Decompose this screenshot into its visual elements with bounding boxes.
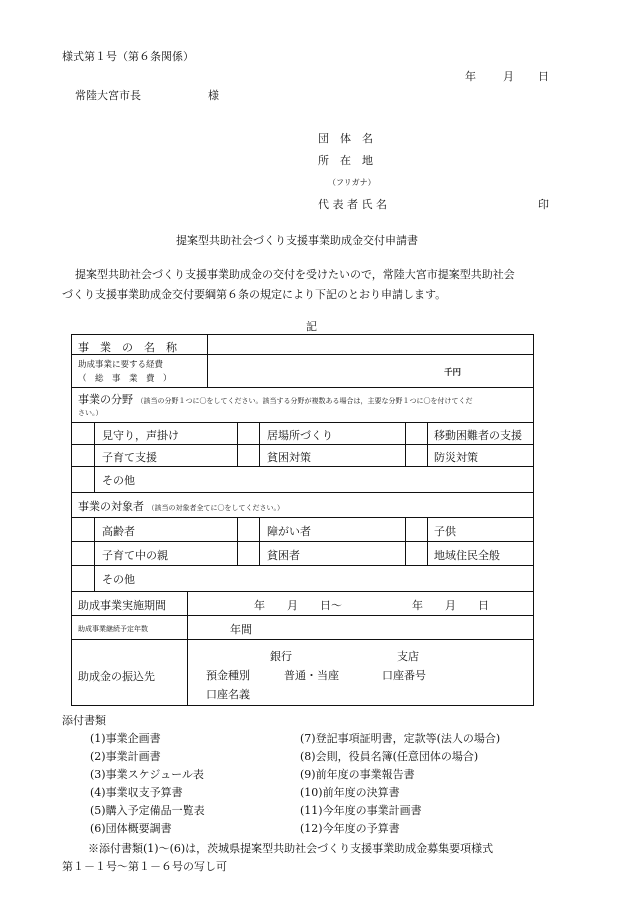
cost-label-1: 助成事業に要する経費 (78, 360, 164, 370)
form-number: 様式第１号（第６条関係） (62, 50, 194, 63)
attachment-item: (8)会則，役員名簿(任意団体の場合) (300, 750, 479, 763)
target-label: 事業の対象者 (78, 500, 144, 513)
addressee: 常陸大宮市長 (75, 89, 141, 102)
document-title: 提案型共助社会づくり支援事業助成金交付申請書 (176, 234, 418, 247)
period-from: 年 月 日～ (254, 599, 342, 612)
attachment-item: (6)団体概要調書 (90, 822, 172, 835)
target-other-row (72, 565, 533, 591)
cost-row (72, 354, 533, 387)
target-option-elderly[interactable]: 高齢者 (102, 525, 135, 538)
bank-name-label: 銀行 (270, 650, 292, 663)
cost-unit: 千円 (444, 368, 462, 378)
target-option-other[interactable]: その他 (102, 573, 135, 586)
body-text-line-1: 提案型共助社会づくり支援事業助成金の交付を受けたいので，常陸大宮市提案型共助社会 (75, 268, 515, 281)
continuation-unit: 年間 (230, 623, 252, 636)
target-option-parents[interactable]: 子育て中の親 (102, 549, 168, 562)
attachment-note-1: ※添付書類(1)～(6)は，茨城県提案型共助社会づくり支援事業助成金募集要項様式 (88, 842, 494, 855)
branch-label: 支店 (397, 650, 419, 663)
project-name-label: 事 業 の 名 称 (78, 341, 177, 354)
field-option-place[interactable]: 居場所づくり (267, 429, 333, 442)
attachment-item: (12)今年度の予算書 (300, 822, 400, 835)
body-text-line-2: づくり支援事業助成金交付要綱第６条の規定により下記のとおり申請します。 (62, 288, 447, 301)
field-option-disaster[interactable]: 防災対策 (434, 451, 478, 464)
date-month-label: 月 (503, 70, 514, 83)
field-option-other[interactable]: その他 (102, 474, 135, 487)
furigana-label: （フリガナ） (328, 178, 376, 187)
period-label: 助成事業実施期間 (78, 599, 166, 612)
representative-label: 代 表 者 氏 名 (318, 198, 387, 211)
attachments-heading: 添付書類 (62, 714, 106, 727)
account-number-label: 口座番号 (382, 669, 426, 682)
field-note-2: さい。） (78, 409, 103, 417)
attachment-item: (9)前年度の事業報告書 (300, 768, 415, 781)
attachment-item: (2)事業計画書 (90, 750, 161, 763)
target-option-poor[interactable]: 貧困者 (267, 549, 300, 562)
field-other-row (72, 466, 533, 492)
deposit-type-label: 預金種別 (206, 669, 250, 682)
seal-mark: 印 (538, 198, 549, 211)
date-year-label: 年 (465, 70, 476, 83)
field-header-row (72, 387, 533, 422)
target-option-residents[interactable]: 地域住民全般 (434, 549, 500, 562)
attachment-item: (5)購入予定備品一覧表 (90, 804, 205, 817)
field-options-row-2 (72, 444, 533, 466)
target-option-children[interactable]: 子供 (434, 525, 456, 538)
org-name-label: 団 体 名 (318, 132, 373, 145)
field-option-watching[interactable]: 見守り，声掛け (102, 429, 179, 442)
field-option-poverty[interactable]: 貧困対策 (267, 451, 311, 464)
target-header-row (72, 492, 533, 517)
attachment-note-2: 第１－１号～第１－６号の写し可 (62, 860, 227, 873)
target-option-disabled[interactable]: 障がい者 (267, 525, 311, 538)
cost-label-2: （ 総 事 業 費 ） (78, 374, 172, 384)
date-day-label: 日 (538, 70, 549, 83)
attachment-item: (3)事業スケジュール表 (90, 768, 204, 781)
honorific: 様 (208, 89, 219, 102)
bank-label: 助成金の振込先 (78, 670, 155, 683)
field-options-row-1 (72, 422, 533, 444)
target-options-row-1 (72, 517, 533, 541)
deposit-type-value: 普通・当座 (284, 669, 339, 682)
continuation-row (72, 615, 533, 639)
bank-row (72, 639, 533, 705)
period-row (72, 591, 533, 615)
field-note-1: （該当の分野１つに〇をしてください。該当する分野が複数ある場合は，主要な分野１つに〇を付けてくだ (136, 397, 473, 405)
field-option-childcare[interactable]: 子育て支援 (102, 451, 157, 464)
field-option-mobility[interactable]: 移動困難者の支援 (434, 429, 522, 442)
account-name-label: 口座名義 (206, 688, 250, 701)
target-options-row-2 (72, 541, 533, 565)
attachment-item: (7)登記事項証明書，定款等(法人の場合) (300, 732, 501, 745)
attachment-item: (4)事業収支予算書 (90, 786, 183, 799)
attachment-item: (10)前年度の決算書 (300, 786, 400, 799)
application-table (71, 334, 534, 706)
attachment-item: (1)事業企画書 (90, 732, 161, 745)
attachment-item: (11)今年度の事業計画書 (300, 804, 422, 817)
continuation-label: 助成事業継続予定年数 (78, 625, 148, 633)
target-note: （該当の対象者全てに〇をしてください。） (147, 504, 284, 512)
period-to: 年 月 日 (412, 599, 489, 612)
field-label: 事業の分野 (78, 393, 133, 406)
ki-label: 記 (306, 320, 317, 333)
address-label: 所 在 地 (318, 154, 373, 167)
